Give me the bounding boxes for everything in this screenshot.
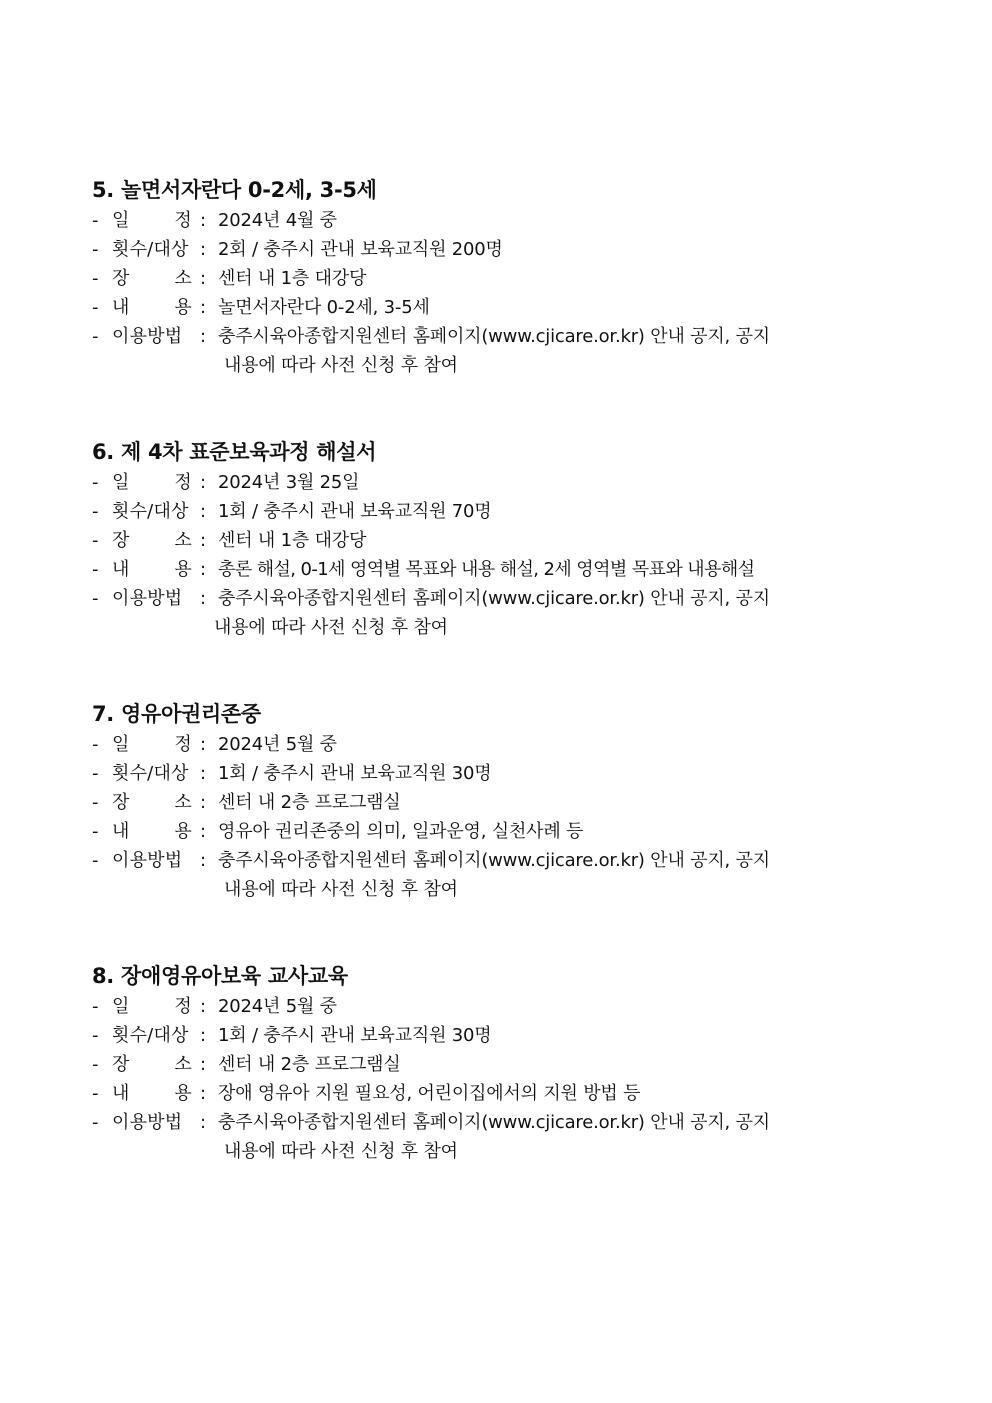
count-row [92,1021,912,1050]
method-continuation [92,875,912,904]
place-value: 센터 내 1층 대강당 [218,268,367,289]
bullet-dash: - [92,559,99,580]
colon: : [200,1025,207,1046]
content-row [92,1079,912,1108]
colon: : [200,588,207,609]
schedule-value: 2024년 4월 중 [218,210,337,231]
count-value: 2회 / 충주시 관내 보육교직원 200명 [218,239,503,260]
bullet-dash: - [92,1083,99,1104]
colon: : [200,326,207,347]
section-title: 7. 영유아권리존중 [92,702,261,726]
place-value: 센터 내 2층 프로그램실 [218,1054,401,1075]
method-continuation-text: 내용에 따라 사전 신청 후 참여 [224,355,458,376]
colon: : [200,763,207,784]
method-row [92,584,912,613]
section-7 [92,698,912,904]
place-row [92,264,912,293]
method-label: 이용방법 [112,326,183,347]
colon: : [200,501,207,522]
content-value: 총론 해설, 0-1세 영역별 목표와 내용 해설, 2세 영역별 목표와 내용해설 [218,559,755,580]
colon: : [200,1112,207,1133]
colon: : [200,850,207,871]
method-row [92,322,912,351]
count-value: 1회 / 충주시 관내 보육교직원 70명 [218,501,492,522]
count-label: 횟수/대상 [112,501,189,522]
content-label: 내 용 [112,297,192,318]
schedule-row [92,468,912,497]
bullet-dash: - [92,501,99,522]
count-label: 횟수/대상 [112,1025,189,1046]
method-continuation-text: 내용에 따라 사전 신청 후 참여 [224,879,458,900]
method-continuation [92,351,912,380]
bullet-dash: - [92,530,99,551]
count-label: 횟수/대상 [112,763,189,784]
content-row [92,817,912,846]
bullet-dash: - [92,763,99,784]
content-value: 장애 영유아 지원 필요성, 어린이집에서의 지원 방법 등 [218,1083,641,1104]
bullet-dash: - [92,850,99,871]
place-row [92,526,912,555]
bullet-dash: - [92,1112,99,1133]
bullet-dash: - [92,239,99,260]
method-value: 충주시육아종합지원센터 홈페이지(www.cjicare.or.kr) 안내 공지, 공지 [218,850,770,871]
bullet-dash: - [92,1025,99,1046]
colon: : [200,1083,207,1104]
schedule-value: 2024년 5월 중 [218,734,337,755]
method-continuation-text: 내용에 따라 사전 신청 후 참여 [214,617,448,638]
schedule-row [92,992,912,1021]
colon: : [200,792,207,813]
section-title: 6. 제 4차 표준보육과정 해설서 [92,440,377,464]
place-row [92,788,912,817]
place-label: 장 소 [112,530,192,551]
place-label: 장 소 [112,268,192,289]
count-label: 횟수/대상 [112,239,189,260]
place-label: 장 소 [112,792,192,813]
section-8 [92,960,912,1166]
schedule-label: 일 정 [112,472,192,493]
colon: : [200,472,207,493]
content-row [92,555,912,584]
count-value: 1회 / 충주시 관내 보육교직원 30명 [218,763,492,784]
section-6 [92,436,912,642]
section-title: 8. 장애영유아보육 교사교육 [92,964,348,988]
method-label: 이용방법 [112,850,183,871]
schedule-value: 2024년 5월 중 [218,996,337,1017]
section-5 [92,174,912,380]
count-row [92,497,912,526]
schedule-value: 2024년 3월 25일 [218,472,360,493]
content-value: 영유아 권리존중의 의미, 일과운영, 실천사례 등 [218,821,584,842]
count-value: 1회 / 충주시 관내 보육교직원 30명 [218,1025,492,1046]
content-row [92,293,912,322]
schedule-row [92,730,912,759]
method-value: 충주시육아종합지원센터 홈페이지(www.cjicare.or.kr) 안내 공지, 공지 [218,1112,770,1133]
content-label: 내 용 [112,821,192,842]
count-row [92,235,912,264]
colon: : [200,1054,207,1075]
colon: : [200,210,207,231]
colon: : [200,268,207,289]
place-value: 센터 내 2층 프로그램실 [218,792,401,813]
schedule-row [92,206,912,235]
bullet-dash: - [92,821,99,842]
bullet-dash: - [92,588,99,609]
section-title: 5. 놀면서자란다 0-2세, 3-5세 [92,178,377,202]
place-value: 센터 내 1층 대강당 [218,530,367,551]
colon: : [200,239,207,260]
colon: : [200,297,207,318]
schedule-label: 일 정 [112,210,192,231]
bullet-dash: - [92,326,99,347]
bullet-dash: - [92,268,99,289]
content-label: 내 용 [112,1083,192,1104]
bullet-dash: - [92,210,99,231]
bullet-dash: - [92,734,99,755]
bullet-dash: - [92,472,99,493]
schedule-label: 일 정 [112,734,192,755]
place-label: 장 소 [112,1054,192,1075]
bullet-dash: - [92,297,99,318]
method-row [92,846,912,875]
place-row [92,1050,912,1079]
method-label: 이용방법 [112,588,183,609]
count-row [92,759,912,788]
content-label: 내 용 [112,559,192,580]
method-continuation [92,613,912,642]
bullet-dash: - [92,1054,99,1075]
bullet-dash: - [92,996,99,1017]
colon: : [200,996,207,1017]
method-label: 이용방법 [112,1112,183,1133]
method-continuation [92,1137,912,1166]
bullet-dash: - [92,792,99,813]
colon: : [200,530,207,551]
method-row [92,1108,912,1137]
method-value: 충주시육아종합지원센터 홈페이지(www.cjicare.or.kr) 안내 공지, 공지 [218,588,770,609]
content-value: 놀면서자란다 0-2세, 3-5세 [218,297,430,318]
colon: : [200,559,207,580]
method-continuation-text: 내용에 따라 사전 신청 후 참여 [224,1141,458,1162]
colon: : [200,734,207,755]
colon: : [200,821,207,842]
schedule-label: 일 정 [112,996,192,1017]
method-value: 충주시육아종합지원센터 홈페이지(www.cjicare.or.kr) 안내 공지, 공지 [218,326,770,347]
